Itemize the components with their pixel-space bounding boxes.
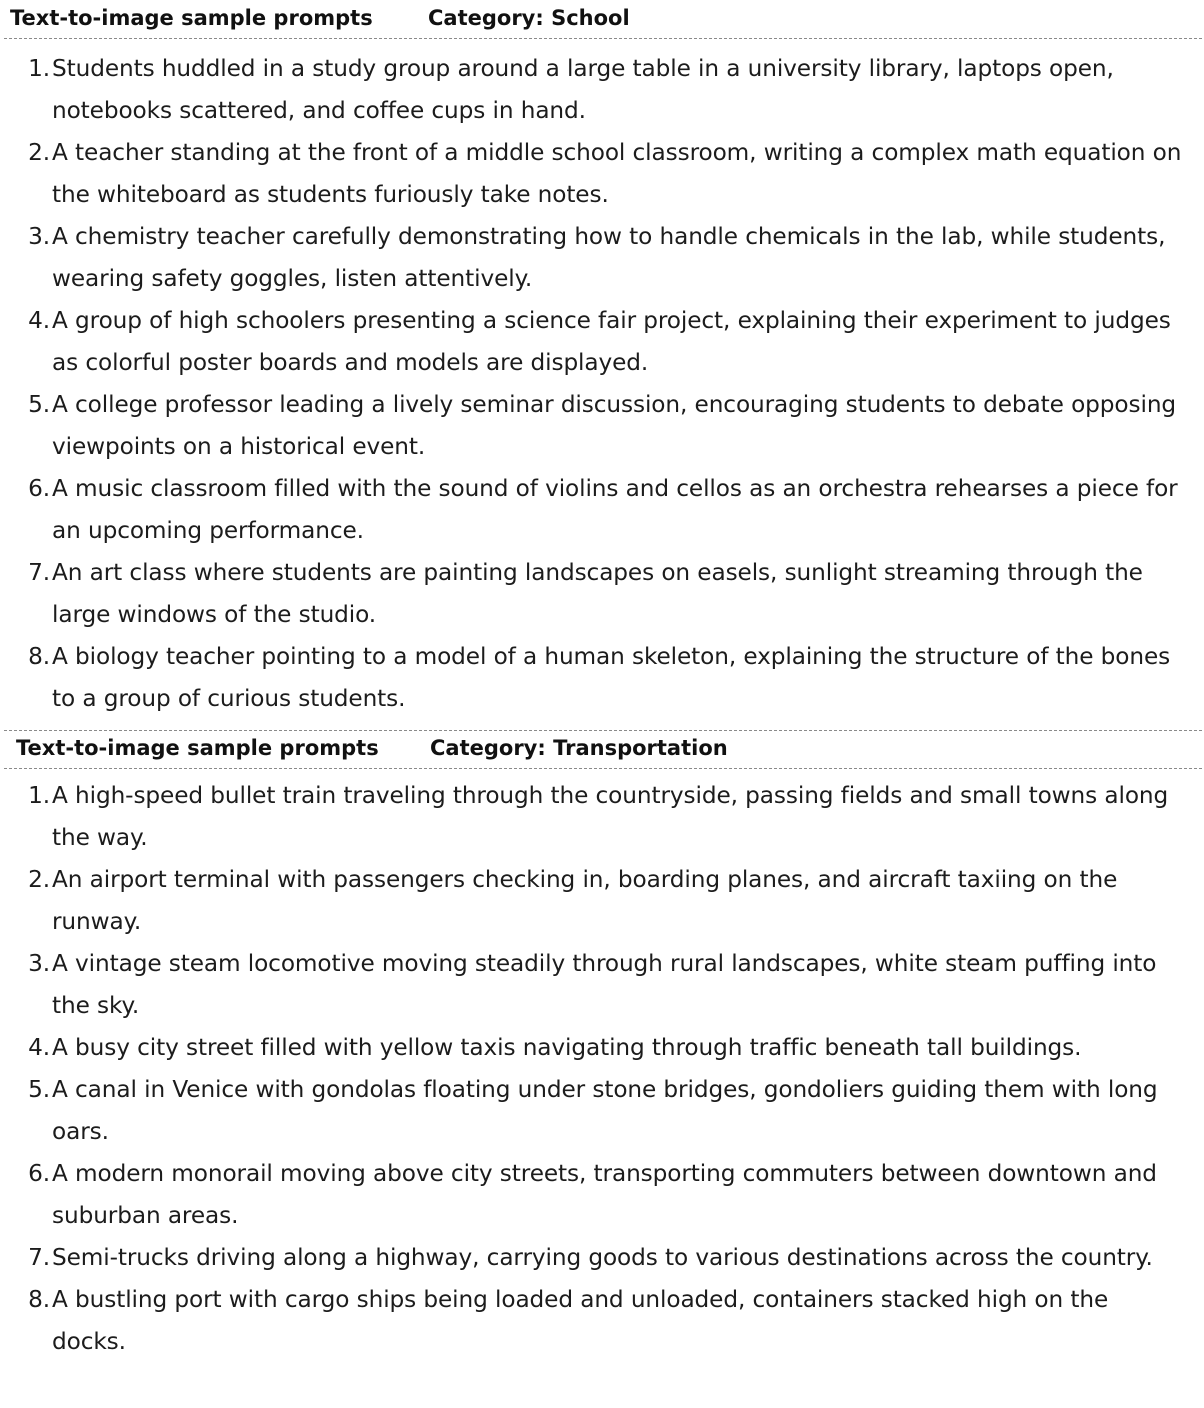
item-number: 4. — [28, 1034, 50, 1061]
list-item — [0, 775, 1204, 859]
item-number: 4. — [28, 307, 50, 334]
item-text: A chemistry teacher carefully demonstrating how to handle chemicals in the lab, while students, wearing safety goggles, listen attentively. — [52, 223, 1166, 292]
section-header-transportation — [16, 733, 728, 763]
section-header-school — [10, 3, 630, 33]
item-number: 3. — [28, 223, 50, 250]
item-number: 2. — [28, 866, 50, 893]
list-item — [0, 48, 1204, 132]
list-item — [0, 859, 1204, 943]
section-title: Text-to-image sample prompts — [10, 6, 373, 30]
list-item — [0, 1027, 1204, 1069]
item-number: 6. — [28, 475, 50, 502]
item-number: 2. — [28, 139, 50, 166]
item-number: 3. — [28, 950, 50, 977]
item-number: 8. — [28, 1286, 50, 1313]
list-item — [0, 468, 1204, 552]
item-number: 7. — [28, 559, 50, 586]
item-text: A busy city street filled with yellow taxis navigating through traffic beneath tall buildings. — [52, 1034, 1082, 1061]
list-item — [0, 1237, 1204, 1279]
item-text: A college professor leading a lively seminar discussion, encouraging students to debate opposing viewpoints on a historical event. — [52, 391, 1177, 460]
list-item — [0, 384, 1204, 468]
list-item — [0, 300, 1204, 384]
item-text: A biology teacher pointing to a model of a human skeleton, explaining the structure of the bones to a group of curious students. — [52, 643, 1171, 712]
item-number: 6. — [28, 1160, 50, 1187]
item-number: 8. — [28, 643, 50, 670]
list-item — [0, 943, 1204, 1027]
item-number: 7. — [28, 1244, 50, 1271]
list-item — [0, 216, 1204, 300]
item-text: A canal in Venice with gondolas floating under stone bridges, gondoliers guiding them with long oars. — [52, 1076, 1158, 1145]
item-text: A teacher standing at the front of a middle school classroom, writing a complex math equation on the whiteboard as students furiously take notes. — [52, 139, 1182, 208]
item-text: Students huddled in a study group around a large table in a university library, laptops open, notebooks scattered, and coffee cups in hand. — [52, 55, 1114, 124]
section-divider — [4, 730, 1202, 731]
list-item — [0, 552, 1204, 636]
list-item — [0, 132, 1204, 216]
section-title: Text-to-image sample prompts — [16, 736, 379, 760]
section-divider — [4, 768, 1202, 769]
item-number: 1. — [28, 782, 50, 809]
prompt-list-school — [0, 48, 1204, 720]
section-divider — [4, 38, 1202, 39]
list-item — [0, 1153, 1204, 1237]
prompt-list-transportation — [0, 775, 1204, 1363]
item-text: A bustling port with cargo ships being loaded and unloaded, containers stacked high on the docks. — [52, 1286, 1109, 1355]
list-item — [0, 1069, 1204, 1153]
item-text: An airport terminal with passengers checking in, boarding planes, and aircraft taxiing on the runway. — [52, 866, 1118, 935]
item-text: A vintage steam locomotive moving steadily through rural landscapes, white steam puffing into the sky. — [52, 950, 1157, 1019]
section-category: Category: School — [428, 6, 630, 30]
item-text: A group of high schoolers presenting a science fair project, explaining their experiment to judges as colorful poster boards and models are displayed. — [52, 307, 1171, 376]
item-number: 5. — [28, 1076, 50, 1103]
list-item — [0, 636, 1204, 720]
section-category: Category: Transportation — [430, 736, 728, 760]
item-number: 5. — [28, 391, 50, 418]
item-text: A music classroom filled with the sound of violins and cellos as an orchestra rehearses a piece for an upcoming performance. — [52, 475, 1178, 544]
item-text: A modern monorail moving above city streets, transporting commuters between downtown and suburban areas. — [52, 1160, 1157, 1229]
item-text: A high-speed bullet train traveling through the countryside, passing fields and small towns along the way. — [52, 782, 1169, 851]
list-item — [0, 1279, 1204, 1363]
item-text: Semi-trucks driving along a highway, carrying goods to various destinations across the country. — [52, 1244, 1153, 1271]
item-text: An art class where students are painting landscapes on easels, sunlight streaming through the large windows of the studio. — [52, 559, 1143, 628]
item-number: 1. — [28, 55, 50, 82]
